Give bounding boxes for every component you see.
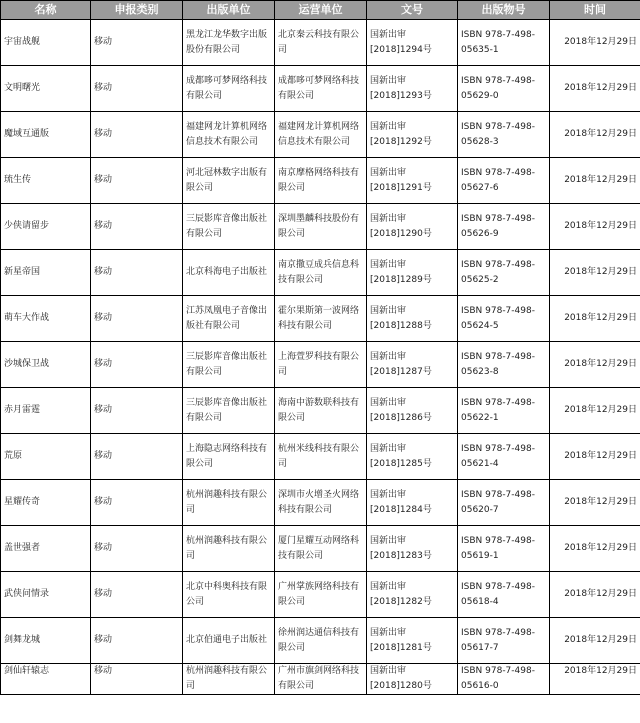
category-cell-text: 移动 — [94, 405, 113, 415]
isbn-cell-text: ISBN 978-7-498-05620-7 — [461, 489, 535, 515]
game-name-cell-text: 盖世强者 — [4, 543, 41, 553]
doc-number-cell — [367, 112, 458, 158]
header-date: 时间 — [550, 1, 640, 20]
date-cell-text: 2018年12月29日 — [564, 83, 637, 93]
date-cell — [550, 618, 640, 664]
date-cell-text: 2018年12月29日 — [564, 221, 637, 231]
game-name-cell-text: 赤月雷霆 — [4, 405, 41, 415]
category-cell-text: 移动 — [94, 83, 113, 93]
game-name-cell-text: 宇宙战舰 — [4, 37, 41, 47]
operator-cell — [275, 480, 367, 526]
date-cell — [550, 664, 640, 695]
isbn-cell-text: ISBN 978-7-498-05635-1 — [461, 29, 535, 55]
table-row — [1, 618, 640, 664]
game-name-cell — [1, 526, 91, 572]
isbn-cell — [458, 388, 550, 434]
isbn-cell-text: ISBN 978-7-498-05625-2 — [461, 259, 535, 285]
operator-cell-text: 福建网龙计算机网络信息技术有限公司 — [278, 121, 360, 147]
date-cell-text: 2018年12月29日 — [564, 359, 637, 369]
date-cell-text: 2018年12月29日 — [564, 175, 637, 185]
category-cell-text: 移动 — [94, 175, 113, 185]
category-cell — [91, 296, 183, 342]
date-cell — [550, 572, 640, 618]
doc-number-cell-text: 国新出审[2018]1284号 — [370, 489, 432, 515]
isbn-cell — [458, 572, 550, 618]
operator-cell — [275, 434, 367, 480]
publisher-cell — [183, 158, 275, 204]
isbn-cell-text: ISBN 978-7-498-05624-5 — [461, 305, 535, 331]
header-isbn: 出版物号 — [458, 1, 550, 20]
operator-cell — [275, 204, 367, 250]
operator-cell-text: 海南中游数联科技有限公司 — [278, 397, 360, 423]
table-row — [1, 112, 640, 158]
game-name-cell-text: 武侠问情录 — [4, 589, 50, 599]
category-cell-text: 移动 — [94, 267, 113, 277]
date-cell-text: 2018年12月29日 — [564, 37, 637, 47]
category-cell — [91, 618, 183, 664]
date-cell-text: 2018年12月29日 — [564, 129, 637, 139]
table-row — [1, 572, 640, 618]
date-cell-text: 2018年12月29日 — [564, 589, 637, 599]
publisher-cell — [183, 618, 275, 664]
category-cell — [91, 572, 183, 618]
isbn-cell-text: ISBN 978-7-498-05628-3 — [461, 121, 535, 147]
game-name-cell — [1, 296, 91, 342]
isbn-cell — [458, 526, 550, 572]
category-cell — [91, 20, 183, 66]
publisher-cell-text: 上海隐志网络科技有限公司 — [186, 443, 268, 469]
doc-number-cell — [367, 388, 458, 434]
operator-cell-text: 北京秦云科技有限公司 — [278, 29, 360, 55]
game-name-cell — [1, 20, 91, 66]
category-cell — [91, 204, 183, 250]
category-cell — [91, 158, 183, 204]
doc-number-cell — [367, 204, 458, 250]
category-cell — [91, 434, 183, 480]
operator-cell — [275, 296, 367, 342]
category-cell — [91, 342, 183, 388]
publisher-cell — [183, 296, 275, 342]
isbn-cell — [458, 250, 550, 296]
date-cell — [550, 20, 640, 66]
isbn-cell-text: ISBN 978-7-498-05617-7 — [461, 627, 535, 653]
doc-number-cell-text: 国新出审[2018]1294号 — [370, 29, 432, 55]
publisher-cell-text: 成都哆可梦网络科技有限公司 — [186, 75, 268, 101]
operator-cell — [275, 158, 367, 204]
publisher-cell — [183, 434, 275, 480]
publisher-cell — [183, 250, 275, 296]
date-cell — [550, 158, 640, 204]
game-name-cell-text: 少侠请留步 — [4, 221, 50, 231]
publisher-cell — [183, 388, 275, 434]
date-cell-text: 2018年12月29日 — [564, 267, 637, 277]
doc-number-cell-text: 国新出审[2018]1282号 — [370, 581, 432, 607]
operator-cell-text: 南京摩格网络科技有限公司 — [278, 167, 360, 193]
doc-number-cell-text: 国新出审[2018]1293号 — [370, 75, 432, 101]
operator-cell-text: 霍尔果斯第一波网络科技有限公司 — [278, 305, 360, 331]
header-operator: 运营单位 — [275, 1, 367, 20]
doc-number-cell — [367, 158, 458, 204]
isbn-cell-text: ISBN 978-7-498-05622-1 — [461, 397, 535, 423]
game-name-cell — [1, 664, 91, 695]
date-cell — [550, 434, 640, 480]
doc-number-cell — [367, 296, 458, 342]
date-cell — [550, 296, 640, 342]
category-cell-text: 移动 — [94, 359, 113, 369]
game-name-cell-text: 文明曙光 — [4, 83, 41, 93]
operator-cell — [275, 526, 367, 572]
header-row — [1, 1, 640, 20]
doc-number-cell-text: 国新出审[2018]1287号 — [370, 351, 432, 377]
game-name-cell-text: 剑舞龙城 — [4, 635, 41, 645]
publisher-cell-text: 北京伯通电子出版社 — [186, 635, 268, 645]
doc-number-cell-text: 国新出审[2018]1286号 — [370, 397, 432, 423]
publisher-cell-text: 黑龙江龙华数字出版股份有限公司 — [186, 29, 268, 55]
operator-cell-text: 广州掌族网络科技有限公司 — [278, 581, 360, 607]
game-name-cell — [1, 158, 91, 204]
date-cell-text: 2018年12月29日 — [564, 666, 637, 676]
publisher-cell-text: 福建网龙计算机网络信息技术有限公司 — [186, 121, 268, 147]
doc-number-cell-text: 国新出审[2018]1289号 — [370, 259, 432, 285]
publisher-cell — [183, 204, 275, 250]
operator-cell — [275, 112, 367, 158]
doc-number-cell-text: 国新出审[2018]1292号 — [370, 121, 432, 147]
doc-number-cell-text: 国新出审[2018]1280号 — [370, 666, 432, 691]
isbn-cell — [458, 296, 550, 342]
operator-cell — [275, 66, 367, 112]
isbn-cell — [458, 66, 550, 112]
publisher-cell-text: 杭州润趣科技有限公司 — [186, 666, 268, 691]
doc-number-cell-text: 国新出审[2018]1291号 — [370, 167, 432, 193]
isbn-cell-text: ISBN 978-7-498-05616-0 — [461, 666, 535, 691]
date-cell — [550, 66, 640, 112]
category-cell — [91, 66, 183, 112]
isbn-cell-text: ISBN 978-7-498-05619-1 — [461, 535, 535, 561]
category-cell-text: 移动 — [94, 313, 113, 323]
publisher-cell — [183, 20, 275, 66]
doc-number-cell-text: 国新出审[2018]1288号 — [370, 305, 432, 331]
isbn-cell-text: ISBN 978-7-498-05623-8 — [461, 351, 535, 377]
operator-cell-text: 广州市旗剑网络科技有限公司 — [278, 666, 360, 691]
game-name-cell — [1, 250, 91, 296]
game-name-cell-text: 剑仙轩辕志 — [4, 666, 50, 676]
game-name-cell — [1, 204, 91, 250]
date-cell — [550, 526, 640, 572]
table-row — [1, 664, 640, 695]
operator-cell — [275, 342, 367, 388]
game-name-cell — [1, 112, 91, 158]
operator-cell — [275, 20, 367, 66]
game-name-cell-text: 荒原 — [4, 451, 23, 461]
doc-number-cell-text: 国新出审[2018]1283号 — [370, 535, 432, 561]
doc-number-cell — [367, 526, 458, 572]
publisher-cell-text: 三辰影库音像出版社有限公司 — [186, 397, 268, 423]
doc-number-cell — [367, 66, 458, 112]
table-row — [1, 480, 640, 526]
game-name-cell — [1, 66, 91, 112]
doc-number-cell — [367, 250, 458, 296]
game-name-cell-text: 新星帝国 — [4, 267, 41, 277]
doc-number-cell — [367, 480, 458, 526]
publisher-cell-text: 北京中科奥科技有限公司 — [186, 581, 268, 607]
isbn-cell — [458, 664, 550, 695]
game-name-cell — [1, 480, 91, 526]
isbn-cell — [458, 434, 550, 480]
header-publisher: 出版单位 — [183, 1, 275, 20]
operator-cell — [275, 664, 367, 695]
date-cell-text: 2018年12月29日 — [564, 313, 637, 323]
operator-cell-text: 深圳市火增圣火网络科技有限公司 — [278, 489, 360, 515]
publisher-cell-text: 三辰影库音像出版社有限公司 — [186, 351, 268, 377]
game-name-cell — [1, 434, 91, 480]
date-cell — [550, 480, 640, 526]
category-cell — [91, 526, 183, 572]
category-cell — [91, 112, 183, 158]
operator-cell-text: 深圳墨麟科技股份有限公司 — [278, 213, 360, 239]
date-cell — [550, 112, 640, 158]
publisher-cell — [183, 342, 275, 388]
category-cell-text: 移动 — [94, 37, 113, 47]
category-cell-text: 移动 — [94, 451, 113, 461]
date-cell-text: 2018年12月29日 — [564, 405, 637, 415]
doc-number-cell — [367, 20, 458, 66]
operator-cell-text: 徐州润达通信科技有限公司 — [278, 627, 360, 653]
table-row — [1, 342, 640, 388]
table-row — [1, 66, 640, 112]
header-doc-no: 文号 — [367, 1, 458, 20]
publisher-cell — [183, 480, 275, 526]
category-cell-text: 移动 — [94, 635, 113, 645]
game-name-cell-text: 沙城保卫战 — [4, 359, 50, 369]
publisher-cell-text: 河北冠林数字出版有限公司 — [186, 167, 268, 193]
doc-number-cell-text: 国新出审[2018]1285号 — [370, 443, 432, 469]
operator-cell-text: 杭州米线科技有限公司 — [278, 443, 360, 469]
operator-cell — [275, 618, 367, 664]
header-type: 申报类别 — [91, 1, 183, 20]
isbn-cell-text: ISBN 978-7-498-05621-4 — [461, 443, 535, 469]
category-cell — [91, 480, 183, 526]
publisher-cell-text: 杭州润趣科技有限公司 — [186, 489, 268, 515]
publisher-cell-text: 三辰影库音像出版社有限公司 — [186, 213, 268, 239]
operator-cell — [275, 250, 367, 296]
category-cell — [91, 664, 183, 695]
date-cell-text: 2018年12月29日 — [564, 451, 637, 461]
publisher-cell — [183, 66, 275, 112]
date-cell — [550, 388, 640, 434]
publisher-cell — [183, 572, 275, 618]
header-name: 名称 — [1, 1, 91, 20]
date-cell-text: 2018年12月29日 — [564, 543, 637, 553]
category-cell — [91, 388, 183, 434]
table-row — [1, 250, 640, 296]
game-name-cell-text: 魔域互通版 — [4, 129, 50, 139]
category-cell — [91, 250, 183, 296]
operator-cell-text: 南京撒豆成兵信息科技有限公司 — [278, 259, 360, 285]
isbn-cell — [458, 480, 550, 526]
isbn-cell — [458, 158, 550, 204]
date-cell-text: 2018年12月29日 — [564, 497, 637, 507]
doc-number-cell-text: 国新出审[2018]1281号 — [370, 627, 432, 653]
doc-number-cell — [367, 342, 458, 388]
table-row — [1, 388, 640, 434]
publisher-cell-text: 江苏凤凰电子音像出版社有限公司 — [186, 305, 268, 331]
publisher-cell-text: 杭州润趣科技有限公司 — [186, 535, 268, 561]
doc-number-cell-text: 国新出审[2018]1290号 — [370, 213, 432, 239]
game-name-cell-text: 星耀传奇 — [4, 497, 41, 507]
isbn-cell — [458, 112, 550, 158]
date-cell — [550, 204, 640, 250]
isbn-cell-text: ISBN 978-7-498-05626-9 — [461, 213, 535, 239]
isbn-cell-text: ISBN 978-7-498-05618-4 — [461, 581, 535, 607]
table-row — [1, 20, 640, 66]
publisher-cell — [183, 112, 275, 158]
operator-cell — [275, 388, 367, 434]
category-cell-text: 移动 — [94, 666, 113, 676]
operator-cell — [275, 572, 367, 618]
category-cell-text: 移动 — [94, 221, 113, 231]
date-cell — [550, 342, 640, 388]
publisher-cell — [183, 664, 275, 695]
isbn-cell — [458, 342, 550, 388]
doc-number-cell — [367, 618, 458, 664]
doc-number-cell — [367, 664, 458, 695]
isbn-cell — [458, 204, 550, 250]
game-name-cell-text: 萌车大作战 — [4, 313, 50, 323]
game-name-cell-text: 琉生传 — [4, 175, 32, 185]
table-row — [1, 204, 640, 250]
doc-number-cell — [367, 572, 458, 618]
date-cell-text: 2018年12月29日 — [564, 635, 637, 645]
isbn-cell — [458, 20, 550, 66]
operator-cell-text: 厦门星耀互动网络科技有限公司 — [278, 535, 360, 561]
category-cell-text: 移动 — [94, 129, 113, 139]
isbn-cell-text: ISBN 978-7-498-05629-0 — [461, 75, 535, 101]
publisher-cell-text: 北京科海电子出版社 — [186, 267, 268, 277]
game-name-cell — [1, 572, 91, 618]
game-name-cell — [1, 388, 91, 434]
doc-number-cell — [367, 434, 458, 480]
game-name-cell — [1, 618, 91, 664]
isbn-cell-text: ISBN 978-7-498-05627-6 — [461, 167, 535, 193]
date-cell — [550, 250, 640, 296]
table-row — [1, 296, 640, 342]
category-cell-text: 移动 — [94, 543, 113, 553]
table-row — [1, 158, 640, 204]
table-row — [1, 526, 640, 572]
table-row — [1, 434, 640, 480]
publisher-cell — [183, 526, 275, 572]
game-name-cell — [1, 342, 91, 388]
operator-cell-text: 上海萱罗科技有限公司 — [278, 351, 360, 377]
category-cell-text: 移动 — [94, 589, 113, 599]
category-cell-text: 移动 — [94, 497, 113, 507]
operator-cell-text: 成都哆可梦网络科技有限公司 — [278, 75, 360, 101]
isbn-cell — [458, 618, 550, 664]
